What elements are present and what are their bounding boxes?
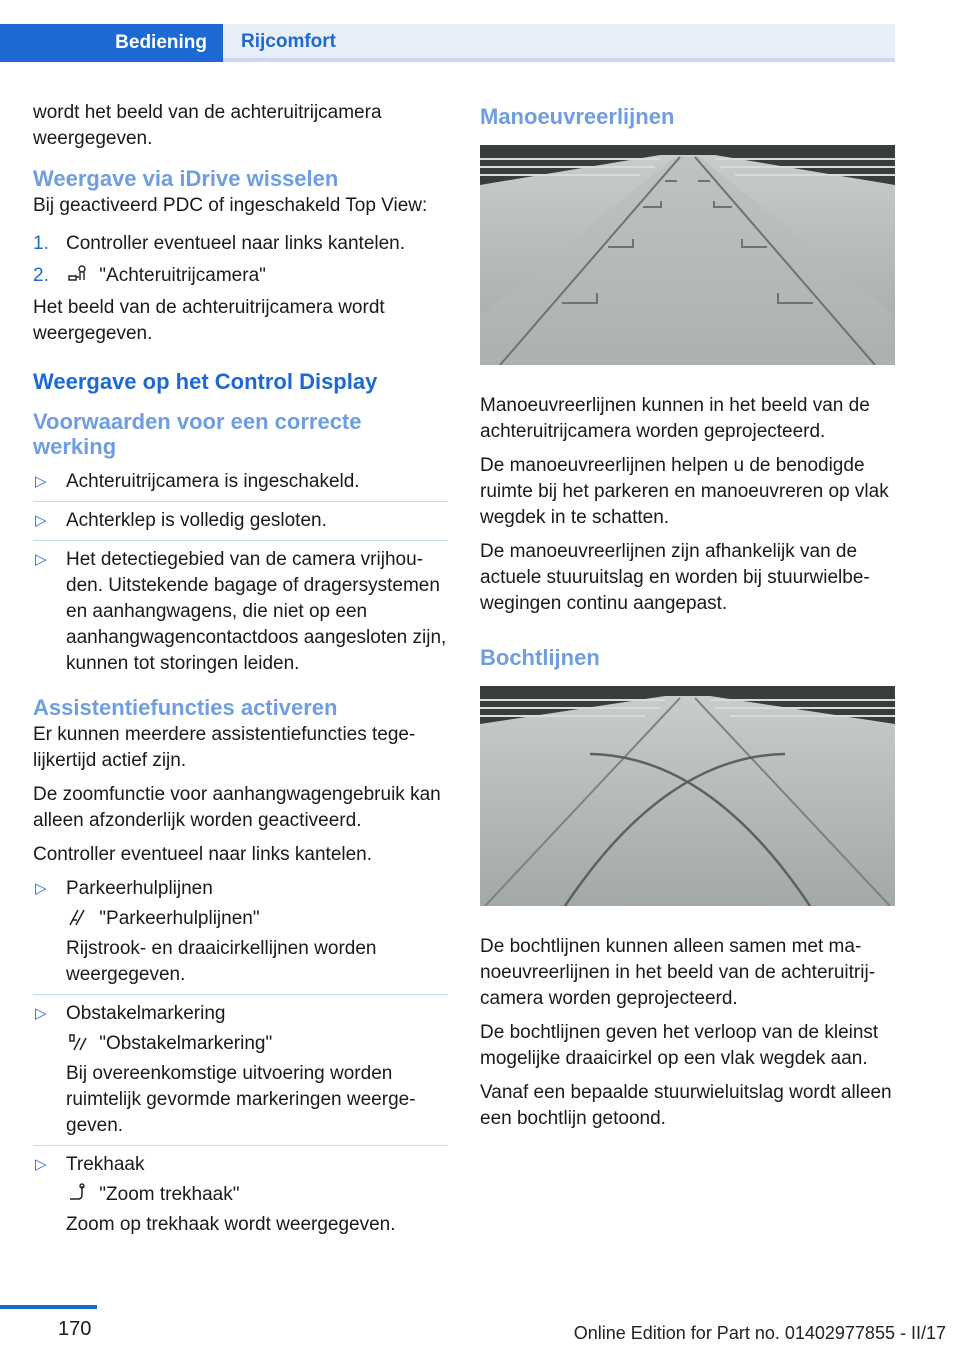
- left-column: [33, 100, 448, 1244]
- intro-text: wordt het beeld van de achteruitrijcamera weergegeven.: [33, 102, 382, 149]
- function-parking-lines: [33, 876, 448, 988]
- function-tow-hook: [33, 1152, 448, 1238]
- requirement-item: ▷ Het detectiegebied van de camera vrijhouden. Uitstekende bagage of dragersystemen en aanhangwagens, die niet op een aanhangwagencontactdoos aangesloten zijn, kunnen tot storingen leiden.: [35, 549, 447, 674]
- divider: [33, 501, 448, 502]
- function-option[interactable]: "Obstakelmarkering": [66, 1031, 448, 1057]
- assist-text-1: Er kunnen meerdere assistentiefuncties tegelijkertijd actief zijn.: [33, 724, 416, 771]
- header-underline: [223, 58, 895, 62]
- footer-accent-line: [0, 1305, 97, 1309]
- requirement-item: ▷ Achterklep is volledig gesloten.: [33, 508, 448, 534]
- maneuver-text-2: De manoeuvreerlijnen helpen u de benodigde ruimte bij het parkeren en manoeuvreren op vlak wegdek in te schatten.: [480, 455, 889, 528]
- requirement-item: ▷ Achteruitrijcamera is ingeschakeld.: [33, 469, 448, 495]
- parking-lines-icon: [66, 907, 90, 927]
- right-column: [480, 100, 895, 1140]
- function-desc: Rijstrook- en draaicirkellijnen worden weergegeven.: [66, 938, 377, 985]
- assist-text-2: De zoomfunctie voor aanhangwagengebruik kan alleen afzonderlijk worden geactiveerd.: [33, 784, 441, 831]
- page-header: [0, 24, 895, 62]
- maneuver-lines-image: [480, 145, 895, 365]
- curve-text-1: De bochtlijnen kunnen alleen samen met manoeuvreerlijnen in het beeld van de achteruitrijcamera worden geprojecteerd.: [480, 936, 876, 1009]
- edition-label: Online Edition for Part no. 01402977855 - II/17: [490, 1316, 960, 1350]
- page-number: 170: [58, 1318, 92, 1340]
- curve-text-2: De bochtlijnen geven het verloop van de kleinst mogelijke draaicirkel op een vlak wegdek aan.: [480, 1022, 879, 1069]
- heading-curve-lines: Bochtlijnen: [480, 645, 600, 670]
- function-title: Parkeerhulplijnen: [66, 878, 213, 899]
- tab-bediening[interactable]: Bediening: [0, 24, 223, 62]
- requirements-list: [33, 469, 448, 677]
- triangle-bullet-icon: ▷: [35, 880, 47, 897]
- divider: [33, 1145, 448, 1146]
- step-2: [33, 263, 448, 289]
- function-title: Trekhaak: [66, 1154, 145, 1175]
- functions-list: [33, 876, 448, 1238]
- heading-assist: Assistentiefuncties activeren: [33, 695, 338, 720]
- triangle-bullet-icon: ▷: [35, 551, 47, 568]
- obstacle-marking-icon: [66, 1032, 90, 1052]
- tab-rijcomfort[interactable]: Rijcomfort: [223, 24, 895, 58]
- divider: [33, 994, 448, 995]
- step-text: "Achteruitrijcamera": [99, 265, 266, 286]
- function-title: Obstakelmarkering: [66, 1003, 226, 1024]
- maneuver-text-1: Manoeuvreerlijnen kunnen in het beeld van de achteruitrijcamera worden geprojecteerd.: [480, 395, 870, 442]
- step-number: 1.: [33, 233, 49, 254]
- switch-result: Het beeld van de achteruitrijcamera wordt weergegeven.: [33, 297, 385, 344]
- tow-hook-icon: [66, 1183, 90, 1203]
- rear-camera-icon: [66, 264, 90, 284]
- heading-control-display: Weergave op het Control Display: [33, 369, 378, 394]
- heading-maneuver-lines: Manoeuvreerlijnen: [480, 104, 675, 129]
- triangle-bullet-icon: ▷: [35, 512, 47, 529]
- function-desc: Bij overeenkomstige uitvoering worden ruimtelijk gevormde markeringen weergegeven.: [66, 1063, 416, 1136]
- curve-lines-image: [480, 686, 895, 906]
- step-1: [33, 231, 448, 257]
- curve-text-3: Vanaf een bepaalde stuurwieluitslag wordt alleen een bochtlijn getoond.: [480, 1082, 892, 1129]
- function-obstacle-marking: [33, 1001, 448, 1139]
- function-option[interactable]: "Parkeerhulplijnen": [66, 906, 448, 932]
- heading-switch-view: Weergave via iDrive wisselen: [33, 166, 339, 191]
- triangle-bullet-icon: ▷: [35, 473, 47, 490]
- maneuver-text-3: De manoeuvreerlijnen zijn afhankelijk van de actuele stuuruitslag en worden bij stuurwielbewegingen continu aangepast.: [480, 541, 870, 614]
- function-option[interactable]: "Zoom trekhaak": [66, 1182, 448, 1208]
- assist-text-3: Controller eventueel naar links kantelen.: [33, 844, 373, 865]
- switch-steps: [33, 231, 448, 289]
- switch-condition: Bij geactiveerd PDC of ingeschakeld Top View:: [33, 195, 428, 216]
- heading-requirements: Voorwaarden voor een correcte werking: [33, 409, 362, 459]
- divider: [33, 540, 448, 541]
- function-desc: Zoom op trekhaak wordt weergegeven.: [66, 1214, 396, 1235]
- triangle-bullet-icon: ▷: [35, 1005, 47, 1022]
- step-text: Controller eventueel naar links kantelen.: [66, 233, 406, 254]
- triangle-bullet-icon: ▷: [35, 1156, 47, 1173]
- step-number: 2.: [33, 265, 49, 286]
